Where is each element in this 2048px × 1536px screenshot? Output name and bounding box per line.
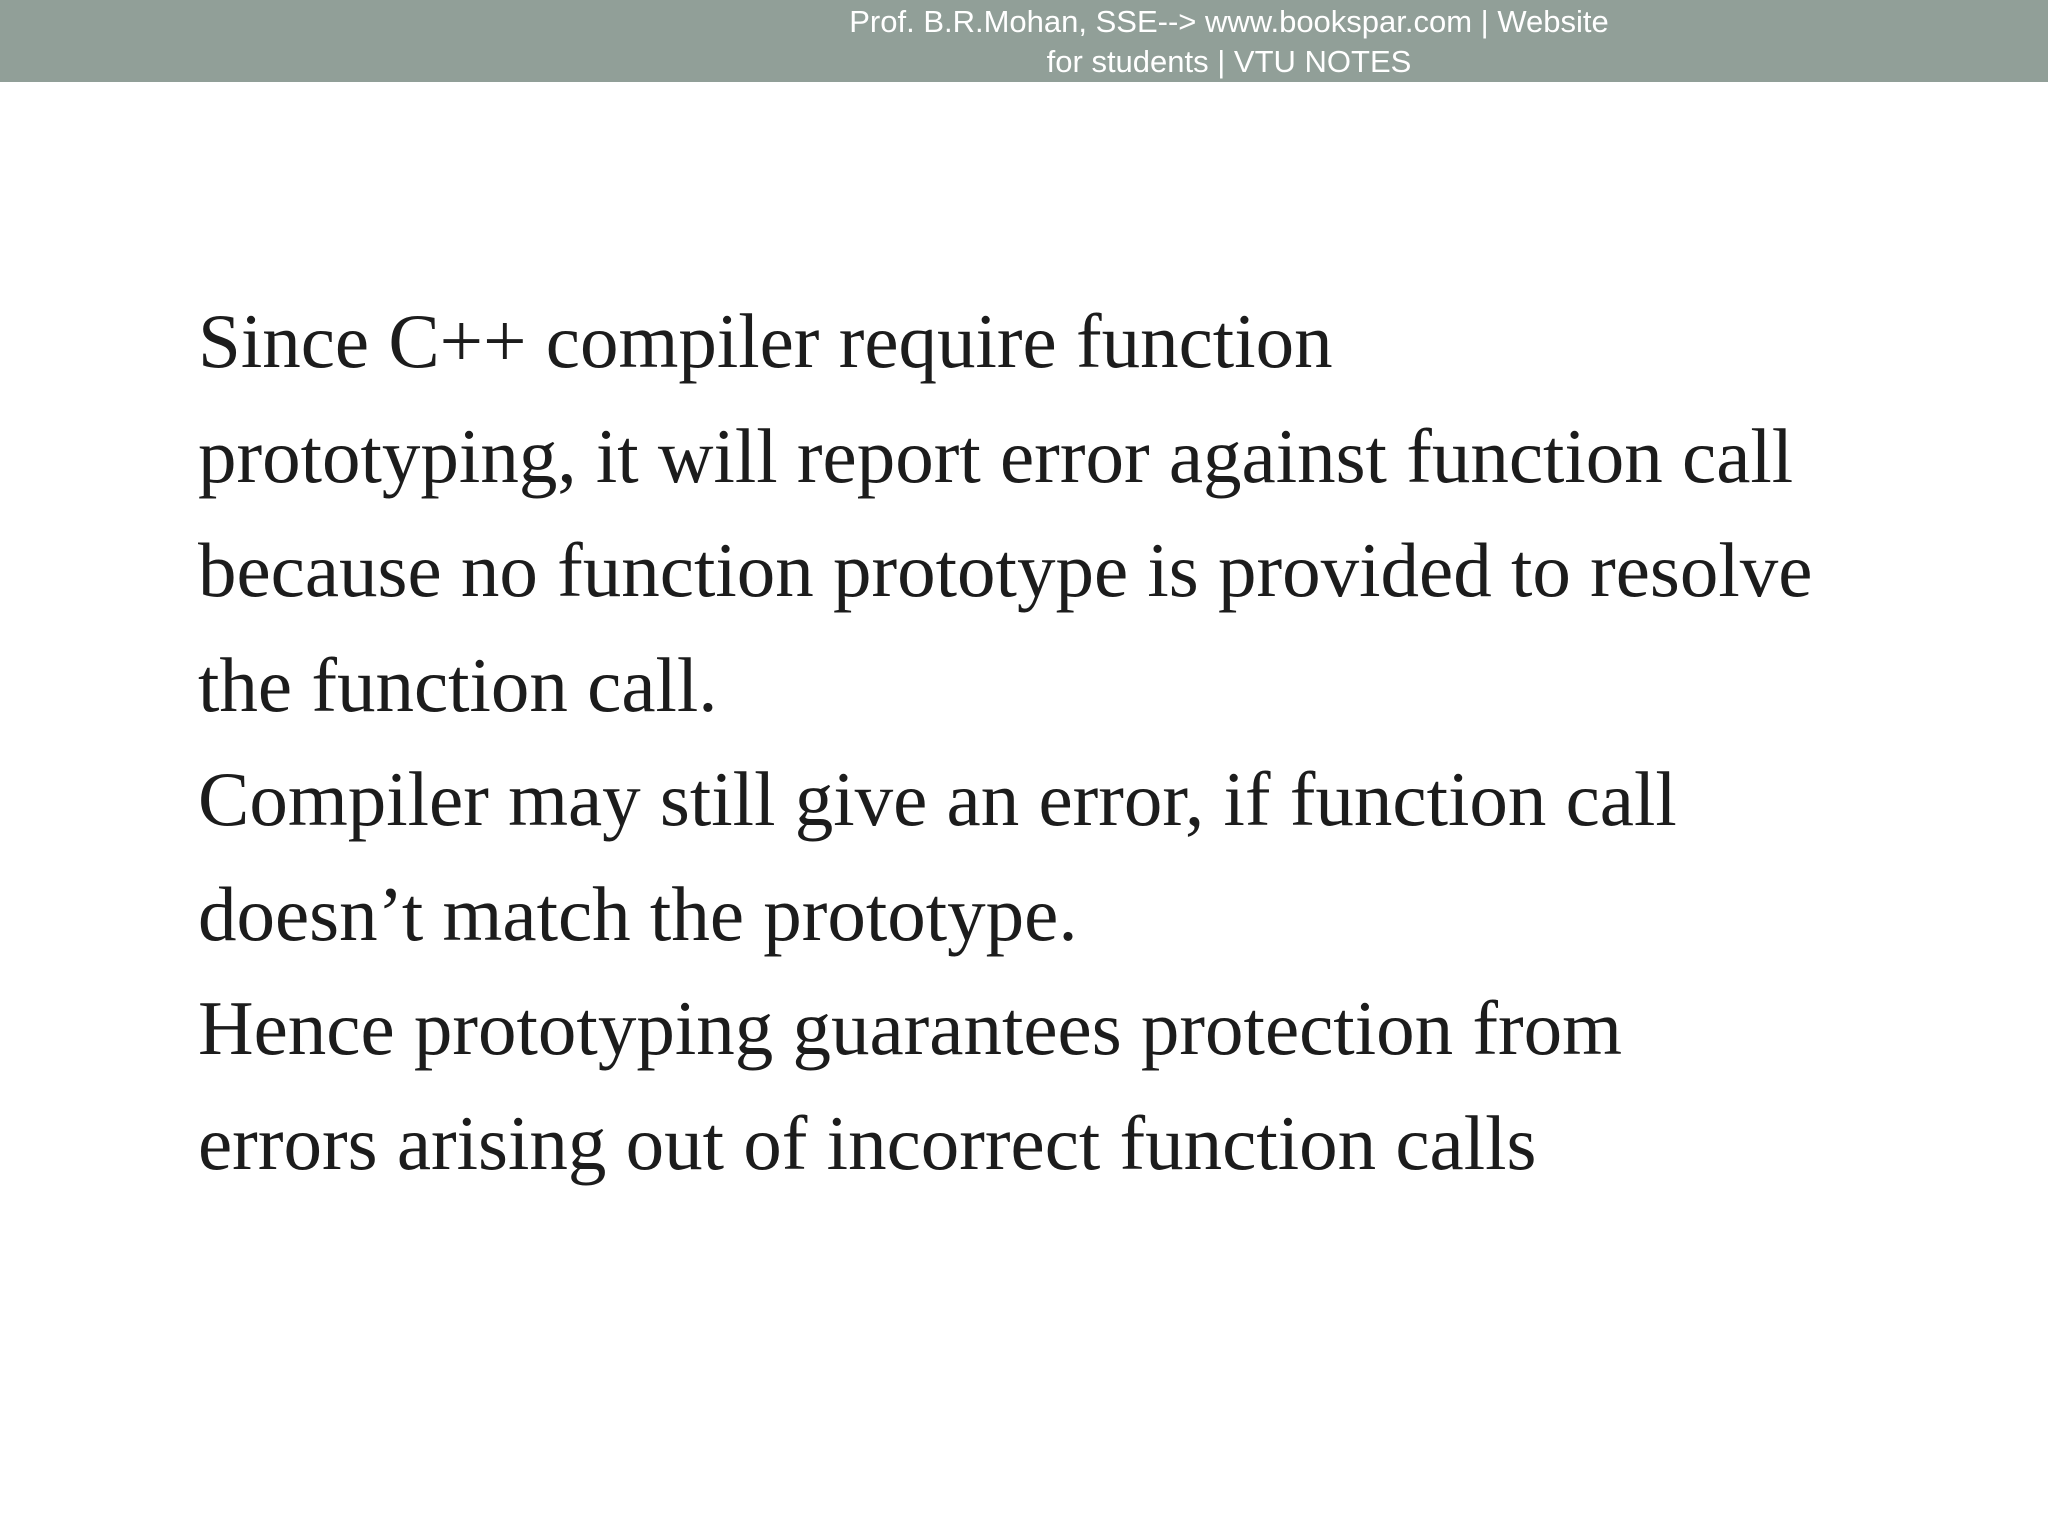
paragraph-3-line-1: Hence prototyping guarantees protection from [198,985,1623,1071]
paragraph-1 [158,284,1898,742]
paragraph-3-line-2: errors arising out of incorrect function calls [198,1099,1537,1186]
header-line-1: Prof. B.R.Mohan, SSE--> www.bookspar.com | Website [849,4,1609,39]
paragraph-2 [158,742,1898,971]
header-text [700,2,1758,82]
paragraph-2-line-1: Compiler may still give an error, if function call [198,756,1677,842]
paragraph-1-line-1: Since C++ compiler require function [198,298,1333,384]
paragraph-1-line-3: because no function prototype is provided to resolve [198,527,1813,613]
header-bar [0,0,2048,82]
paragraph-2-line-2: doesn’t match the prototype. [198,870,1078,957]
paragraph-3 [158,971,1898,1200]
slide-body [158,284,1898,1200]
header-line-2: for students | VTU NOTES [1046,44,1412,79]
paragraph-1-line-2: prototyping, it will report error against function call [198,412,1794,499]
paragraph-1-line-4: the function call. [198,641,718,728]
